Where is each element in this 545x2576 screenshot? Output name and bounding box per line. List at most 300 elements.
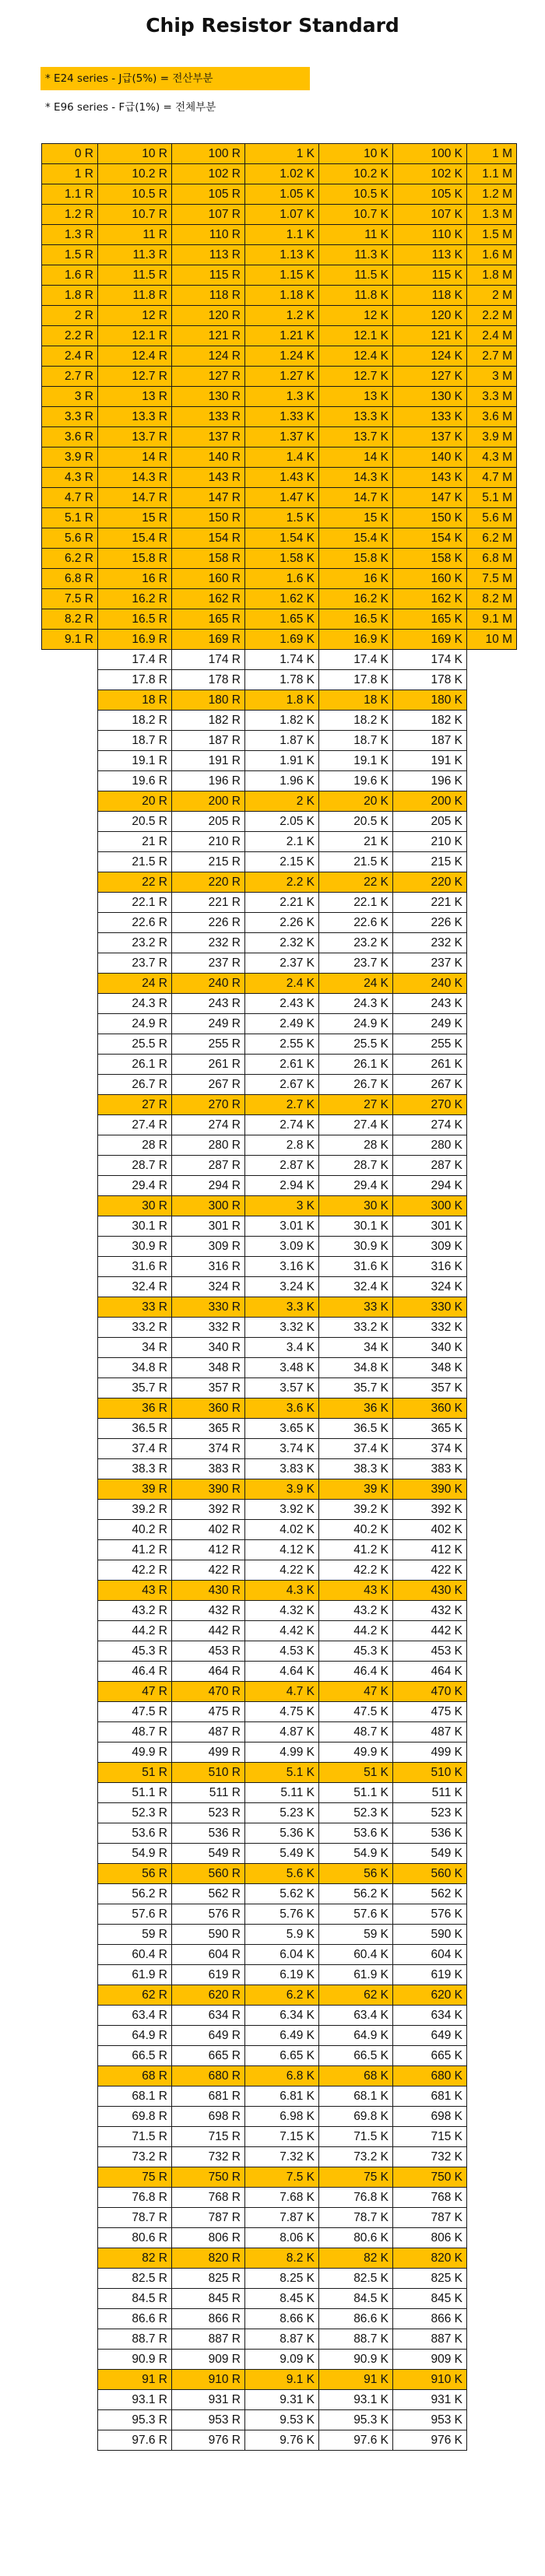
resistor-value-cell: 165 K [393, 609, 467, 630]
resistor-value-cell: 750 K [393, 2167, 467, 2188]
empty-cell [467, 2086, 517, 2107]
resistor-value-cell: 825 K [393, 2269, 467, 2289]
resistor-value-cell: 2.2 R [42, 326, 98, 346]
empty-cell [42, 690, 98, 711]
resistor-value-cell: 330 R [172, 1297, 245, 1318]
resistor-value-cell: 191 K [393, 751, 467, 771]
empty-cell [42, 1965, 98, 1985]
resistor-value-cell: 56 R [98, 1864, 172, 1884]
resistor-value-cell: 464 R [172, 1662, 245, 1682]
resistor-value-cell: 2.05 K [245, 812, 319, 832]
table-row-e24 [42, 164, 517, 184]
resistor-value-cell: 24.3 K [319, 994, 393, 1014]
resistor-value-cell: 300 K [393, 1196, 467, 1216]
resistor-value-cell: 8.2 K [245, 2248, 319, 2269]
resistor-value-cell: 37.4 R [98, 1439, 172, 1459]
resistor-value-cell: 1.78 K [245, 670, 319, 690]
table-row [42, 1965, 517, 1985]
resistor-value-cell: 4.12 K [245, 1540, 319, 1560]
table-row [42, 1702, 517, 1722]
resistor-value-cell: 178 R [172, 670, 245, 690]
table-row [42, 1075, 517, 1095]
resistor-value-cell: 3 K [245, 1196, 319, 1216]
resistor-value-cell: 22.6 K [319, 913, 393, 933]
table-row [42, 1601, 517, 1621]
resistor-value-cell: 3.74 K [245, 1439, 319, 1459]
table-row [42, 1439, 517, 1459]
resistor-value-cell: 154 R [172, 528, 245, 549]
resistor-value-cell: 33 K [319, 1297, 393, 1318]
resistor-value-cell: 48.7 K [319, 1722, 393, 1742]
resistor-value-cell: 20 R [98, 791, 172, 812]
resistor-value-cell: 49.9 R [98, 1742, 172, 1763]
resistor-value-cell: 590 K [393, 1925, 467, 1945]
resistor-value-cell: 1.27 K [245, 367, 319, 387]
empty-cell [42, 1297, 98, 1318]
resistor-value-cell: 53.6 R [98, 1823, 172, 1844]
resistor-value-cell: 13.3 R [98, 407, 172, 427]
resistor-value-cell: 1.8 M [467, 265, 517, 286]
resistor-value-cell: 511 K [393, 1783, 467, 1803]
resistor-value-cell: 47.5 R [98, 1702, 172, 1722]
resistor-value-cell: 634 R [172, 2006, 245, 2026]
table-row-e24 [42, 346, 517, 367]
resistor-value-cell: 165 R [172, 609, 245, 630]
table-row-e24 [42, 488, 517, 508]
table-row-e24 [42, 1297, 517, 1318]
resistor-value-cell: 68.1 R [98, 2086, 172, 2107]
resistor-value-cell: 46.4 R [98, 1662, 172, 1682]
table-row [42, 2026, 517, 2046]
empty-cell [467, 1844, 517, 1864]
table-row [42, 1560, 517, 1581]
resistor-value-cell: 2.4 M [467, 326, 517, 346]
resistor-value-cell: 113 K [393, 245, 467, 265]
empty-cell [42, 893, 98, 913]
resistor-value-cell: 619 R [172, 1965, 245, 1985]
resistor-value-cell: 86.6 K [319, 2309, 393, 2329]
resistor-value-cell: 158 R [172, 549, 245, 569]
resistor-value-cell: 147 R [172, 488, 245, 508]
resistor-value-cell: 360 R [172, 1399, 245, 1419]
empty-cell [42, 2269, 98, 2289]
resistor-value-cell: 2.55 K [245, 1034, 319, 1055]
resistor-value-cell: 196 K [393, 771, 467, 791]
resistor-value-cell: 590 R [172, 1925, 245, 1945]
resistor-value-cell: 6.49 K [245, 2026, 319, 2046]
resistor-value-cell: 453 R [172, 1641, 245, 1662]
resistor-value-cell: 1.15 K [245, 265, 319, 286]
resistor-value-cell: 47 R [98, 1682, 172, 1702]
resistor-value-cell: 90.9 K [319, 2350, 393, 2370]
empty-cell [42, 771, 98, 791]
table-row-e24 [42, 1479, 517, 1500]
resistor-value-cell: 121 R [172, 326, 245, 346]
resistor-value-cell: 4.3 M [467, 447, 517, 468]
resistor-value-cell: 8.45 K [245, 2289, 319, 2309]
table-header-row [42, 144, 517, 164]
table-row [42, 1257, 517, 1277]
empty-cell [42, 953, 98, 974]
empty-cell [467, 1257, 517, 1277]
resistor-value-cell: 25.5 R [98, 1034, 172, 1055]
empty-cell [42, 1702, 98, 1722]
table-row-e24 [42, 1095, 517, 1115]
resistor-value-cell: 88.7 R [98, 2329, 172, 2350]
resistor-value-cell: 14 K [319, 447, 393, 468]
resistor-value-cell: 12.1 K [319, 326, 393, 346]
resistor-value-cell: 84.5 R [98, 2289, 172, 2309]
resistor-value-cell: 16 K [319, 569, 393, 589]
resistor-value-cell: 18.2 K [319, 711, 393, 731]
empty-cell [467, 1338, 517, 1358]
resistor-value-cell: 3.32 K [245, 1318, 319, 1338]
resistor-value-cell: 59 R [98, 1925, 172, 1945]
resistor-value-cell: 1.65 K [245, 609, 319, 630]
empty-cell [42, 1216, 98, 1237]
table-row [42, 670, 517, 690]
resistor-value-cell: 953 R [172, 2410, 245, 2430]
empty-cell [467, 650, 517, 670]
resistor-value-cell: 255 K [393, 1034, 467, 1055]
resistor-value-cell: 15.4 K [319, 528, 393, 549]
header-cell: 1 K [245, 144, 319, 164]
resistor-value-cell: 71.5 K [319, 2127, 393, 2147]
resistor-value-cell: 3.3 K [245, 1297, 319, 1318]
empty-cell [42, 974, 98, 994]
resistor-value-cell: 3.3 M [467, 387, 517, 407]
resistor-value-cell: 11 R [98, 225, 172, 245]
resistor-value-cell: 523 R [172, 1803, 245, 1823]
table-row-e24 [42, 528, 517, 549]
table-row [42, 1803, 517, 1823]
resistor-value-cell: 71.5 R [98, 2127, 172, 2147]
resistor-value-cell: 4.7 K [245, 1682, 319, 1702]
resistor-value-cell: 180 R [172, 690, 245, 711]
resistor-value-cell: 36.5 R [98, 1419, 172, 1439]
table-row-e24 [42, 791, 517, 812]
table-row [42, 1135, 517, 1156]
resistor-value-cell: 113 R [172, 245, 245, 265]
resistor-value-cell: 110 K [393, 225, 467, 245]
resistor-value-cell: 475 R [172, 1702, 245, 1722]
resistor-value-cell: 124 K [393, 346, 467, 367]
resistor-value-cell: 39 K [319, 1479, 393, 1500]
resistor-value-cell: 196 R [172, 771, 245, 791]
resistor-value-cell: 1.02 K [245, 164, 319, 184]
resistor-value-cell: 137 R [172, 427, 245, 447]
resistor-value-cell: 287 R [172, 1156, 245, 1176]
resistor-value-cell: 102 K [393, 164, 467, 184]
empty-cell [467, 1297, 517, 1318]
resistor-value-cell: 560 K [393, 1864, 467, 1884]
resistor-value-cell: 365 K [393, 1419, 467, 1439]
empty-cell [42, 1399, 98, 1419]
resistor-value-cell: 931 R [172, 2390, 245, 2410]
resistor-value-cell: 324 R [172, 1277, 245, 1297]
resistor-value-cell: 13.7 K [319, 427, 393, 447]
resistor-value-cell: 3 R [42, 387, 98, 407]
empty-cell [42, 1925, 98, 1945]
resistor-value-cell: 7.15 K [245, 2127, 319, 2147]
resistor-value-cell: 220 K [393, 872, 467, 893]
empty-cell [42, 2350, 98, 2370]
resistor-value-cell: 12.1 R [98, 326, 172, 346]
empty-cell [467, 771, 517, 791]
resistor-value-cell: 24 R [98, 974, 172, 994]
table-row [42, 1520, 517, 1540]
resistor-value-cell: 16.9 K [319, 630, 393, 650]
resistor-value-cell: 2.7 K [245, 1095, 319, 1115]
empty-cell [42, 1135, 98, 1156]
empty-cell [42, 1358, 98, 1378]
resistor-value-cell: 40.2 R [98, 1520, 172, 1540]
table-row [42, 1722, 517, 1742]
resistor-value-cell: 698 R [172, 2107, 245, 2127]
resistor-value-cell: 10.2 R [98, 164, 172, 184]
resistor-value-cell: 37.4 K [319, 1439, 393, 1459]
empty-cell [42, 2208, 98, 2228]
empty-cell [42, 852, 98, 872]
resistor-value-cell: 649 R [172, 2026, 245, 2046]
resistor-value-cell: 17.8 R [98, 670, 172, 690]
legend-e96 [40, 96, 216, 119]
resistor-value-cell: 6.2 R [42, 549, 98, 569]
table-row-e24 [42, 245, 517, 265]
resistor-value-cell: 13 K [319, 387, 393, 407]
table-row [42, 650, 517, 670]
resistor-value-cell: 178 K [393, 670, 467, 690]
resistor-value-cell: 680 R [172, 2066, 245, 2086]
table-row [42, 893, 517, 913]
table-row [42, 1540, 517, 1560]
resistor-value-cell: 23.7 K [319, 953, 393, 974]
resistor-value-cell: 453 K [393, 1641, 467, 1662]
resistor-value-cell: 267 K [393, 1075, 467, 1095]
empty-cell [42, 2370, 98, 2390]
empty-cell [467, 1783, 517, 1803]
resistor-value-cell: 9.76 K [245, 2430, 319, 2451]
resistor-value-cell: 68.1 K [319, 2086, 393, 2107]
resistor-value-cell: 143 K [393, 468, 467, 488]
table-row [42, 1318, 517, 1338]
resistor-value-cell: 137 K [393, 427, 467, 447]
resistor-value-cell: 53.6 K [319, 1823, 393, 1844]
empty-cell [467, 1945, 517, 1965]
resistor-value-cell: 237 R [172, 953, 245, 974]
resistor-value-cell: 11.8 R [98, 286, 172, 306]
resistor-value-cell: 2.4 R [42, 346, 98, 367]
resistor-value-cell: 825 R [172, 2269, 245, 2289]
resistor-value-cell: 768 R [172, 2188, 245, 2208]
empty-cell [42, 1459, 98, 1479]
resistor-value-cell: 7.68 K [245, 2188, 319, 2208]
resistor-value-cell: 3.09 K [245, 1237, 319, 1257]
resistor-value-cell: 300 R [172, 1196, 245, 1216]
resistor-value-cell: 4.87 K [245, 1722, 319, 1742]
header-cell: 10 R [98, 144, 172, 164]
empty-cell [467, 2167, 517, 2188]
resistor-value-cell: 5.1 R [42, 508, 98, 528]
resistor-value-cell: 11.5 R [98, 265, 172, 286]
resistor-value-cell: 698 K [393, 2107, 467, 2127]
empty-cell [42, 2086, 98, 2107]
resistor-value-cell: 68 K [319, 2066, 393, 2086]
empty-cell [42, 812, 98, 832]
resistor-value-cell: 806 K [393, 2228, 467, 2248]
resistor-value-cell: 150 K [393, 508, 467, 528]
empty-cell [467, 1520, 517, 1540]
resistor-value-cell: 78.7 K [319, 2208, 393, 2228]
empty-cell [467, 791, 517, 812]
resistor-value-cell: 10.7 R [98, 205, 172, 225]
resistor-value-cell: 2.74 K [245, 1115, 319, 1135]
resistor-value-cell: 26.1 R [98, 1055, 172, 1075]
empty-cell [42, 2329, 98, 2350]
empty-cell [467, 1904, 517, 1925]
empty-cell [42, 832, 98, 852]
resistor-value-cell: 30.1 R [98, 1216, 172, 1237]
resistor-value-cell: 931 K [393, 2390, 467, 2410]
resistor-value-cell: 19.1 R [98, 751, 172, 771]
resistor-value-cell: 9.09 K [245, 2350, 319, 2370]
resistor-value-cell: 357 K [393, 1378, 467, 1399]
resistor-value-cell: 28 K [319, 1135, 393, 1156]
empty-cell [42, 2006, 98, 2026]
resistor-value-cell: 13.3 K [319, 407, 393, 427]
resistor-value-cell: 560 R [172, 1864, 245, 1884]
empty-cell [467, 1378, 517, 1399]
table-row [42, 1237, 517, 1257]
resistor-value-cell: 1.96 K [245, 771, 319, 791]
resistor-value-cell: 82.5 K [319, 2269, 393, 2289]
resistor-value-cell: 210 R [172, 832, 245, 852]
empty-cell [467, 2410, 517, 2430]
resistor-value-cell: 4.99 K [245, 1742, 319, 1763]
resistor-value-cell: 3.9 R [42, 447, 98, 468]
resistor-value-cell: 4.3 R [42, 468, 98, 488]
resistor-value-cell: 115 R [172, 265, 245, 286]
resistor-value-cell: 40.2 K [319, 1520, 393, 1540]
empty-cell [42, 2066, 98, 2086]
resistor-value-cell: 2.26 K [245, 913, 319, 933]
table-row [42, 2228, 517, 2248]
resistor-value-cell: 487 K [393, 1722, 467, 1742]
empty-cell [42, 670, 98, 690]
resistor-value-cell: 1.13 K [245, 245, 319, 265]
table-row-e24 [42, 326, 517, 346]
resistor-value-cell: 26.7 K [319, 1075, 393, 1095]
resistor-value-cell: 499 K [393, 1742, 467, 1763]
resistor-value-cell: 162 R [172, 589, 245, 609]
empty-cell [42, 1884, 98, 1904]
empty-cell [42, 1318, 98, 1338]
resistor-value-cell: 28.7 K [319, 1156, 393, 1176]
empty-cell [42, 1277, 98, 1297]
resistor-value-cell: 240 K [393, 974, 467, 994]
resistor-value-cell: 15.8 K [319, 549, 393, 569]
table-row [42, 1156, 517, 1176]
resistor-value-cell: 845 K [393, 2289, 467, 2309]
table-row-e24 [42, 569, 517, 589]
empty-cell [42, 1763, 98, 1783]
resistor-value-cell: 6.34 K [245, 2006, 319, 2026]
resistor-value-cell: 634 K [393, 2006, 467, 2026]
resistor-value-cell: 42.2 R [98, 1560, 172, 1581]
resistor-value-cell: 5.6 K [245, 1864, 319, 1884]
empty-cell [467, 731, 517, 751]
resistor-value-cell: 56 K [319, 1864, 393, 1884]
table-row [42, 1884, 517, 1904]
table-row [42, 2329, 517, 2350]
resistor-value-cell: 52.3 K [319, 1803, 393, 1823]
resistor-value-cell: 432 R [172, 1601, 245, 1621]
resistor-value-cell: 64.9 K [319, 2026, 393, 2046]
resistor-value-cell: 120 R [172, 306, 245, 326]
table-row-e24 [42, 589, 517, 609]
resistor-value-cell: 10 M [467, 630, 517, 650]
empty-cell [42, 1904, 98, 1925]
resistor-value-cell: 430 K [393, 1581, 467, 1601]
resistor-value-cell: 51 R [98, 1763, 172, 1783]
empty-cell [467, 1419, 517, 1439]
resistor-value-cell: 1.8 R [42, 286, 98, 306]
table-row [42, 1055, 517, 1075]
empty-cell [42, 1864, 98, 1884]
resistor-value-cell: 14.7 K [319, 488, 393, 508]
resistor-value-cell: 52.3 R [98, 1803, 172, 1823]
resistor-value-cell: 39.2 K [319, 1500, 393, 1520]
resistor-value-cell: 270 K [393, 1095, 467, 1115]
resistor-value-cell: 22 R [98, 872, 172, 893]
resistor-value-cell: 23.2 K [319, 933, 393, 953]
empty-cell [467, 1216, 517, 1237]
resistor-value-cell: 5.9 K [245, 1925, 319, 1945]
resistor-value-cell: 665 K [393, 2046, 467, 2066]
empty-cell [467, 2430, 517, 2451]
empty-cell [42, 791, 98, 812]
resistor-value-cell: 82.5 R [98, 2269, 172, 2289]
table-row [42, 2188, 517, 2208]
resistor-value-cell: 44.2 R [98, 1621, 172, 1641]
resistor-value-cell: 6.65 K [245, 2046, 319, 2066]
resistor-value-cell: 2.94 K [245, 1176, 319, 1196]
resistor-value-cell: 2 R [42, 306, 98, 326]
resistor-value-cell: 16.9 R [98, 630, 172, 650]
resistor-value-cell: 604 R [172, 1945, 245, 1965]
resistor-value-cell: 140 K [393, 447, 467, 468]
resistor-value-cell: 422 R [172, 1560, 245, 1581]
resistor-value-cell: 5.1 M [467, 488, 517, 508]
empty-cell [42, 933, 98, 953]
resistor-value-cell: 2.4 K [245, 974, 319, 994]
empty-cell [467, 1540, 517, 1560]
resistor-value-cell: 20.5 K [319, 812, 393, 832]
empty-cell [42, 1075, 98, 1095]
resistor-value-cell: 470 K [393, 1682, 467, 1702]
resistor-value-cell: 681 K [393, 2086, 467, 2107]
empty-cell [467, 751, 517, 771]
empty-cell [42, 1115, 98, 1135]
resistor-value-cell: 105 K [393, 184, 467, 205]
empty-cell [42, 1378, 98, 1399]
table-row [42, 2289, 517, 2309]
resistor-value-cell: 357 R [172, 1378, 245, 1399]
empty-cell [42, 1520, 98, 1540]
resistor-value-cell: 143 R [172, 468, 245, 488]
table-row-e24 [42, 1581, 517, 1601]
empty-cell [467, 1803, 517, 1823]
